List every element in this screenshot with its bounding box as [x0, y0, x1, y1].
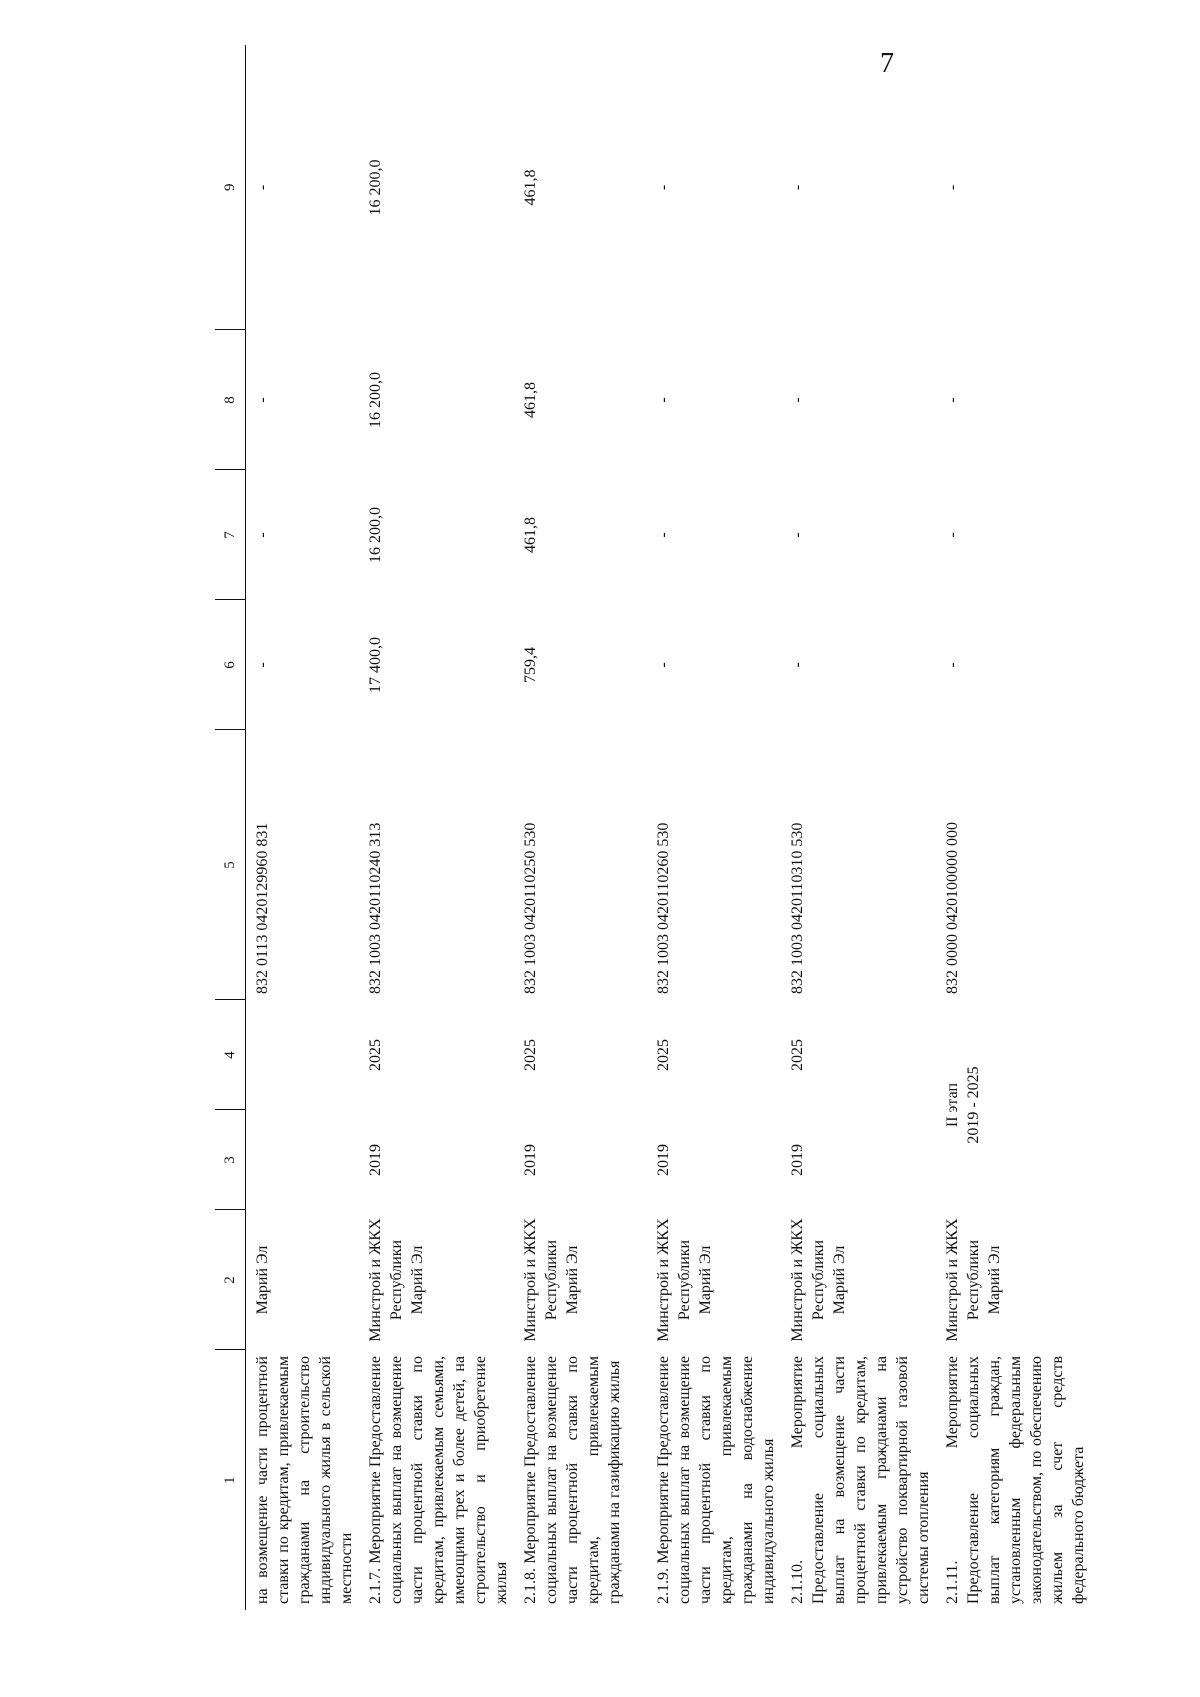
value-cell-6: -: [944, 662, 961, 668]
executor-cell: Минстрой и ЖКХ Республики Марий Эл: [367, 1218, 426, 1342]
end-year-cell: 2025: [367, 1039, 384, 1071]
period-years: 2019 - 2025: [965, 1066, 982, 1144]
value-cell-9: -: [789, 184, 806, 191]
value-cell-9: -: [655, 184, 672, 191]
value-cell-6: 17 400,0: [367, 637, 384, 693]
start-year-cell: 2019: [789, 1144, 806, 1176]
value-cell-9: -: [944, 184, 961, 191]
rotated-table-container: [215, 45, 1087, 1610]
start-year-cell: 2019: [367, 1144, 384, 1176]
column-header-2: 2: [215, 1210, 246, 1350]
value-cell-7: 461,8: [522, 517, 539, 553]
budget-table: [215, 45, 1092, 1610]
budget-code-cell: 832 1003 0420110260 530: [655, 822, 672, 994]
table-row: [357, 45, 512, 1610]
executor-cell: Минстрой и ЖКХ Республики Марий Эл: [944, 1218, 1003, 1342]
end-year-cell: 2025: [789, 1039, 806, 1071]
value-cell-7: -: [655, 532, 672, 538]
executor-cell: Минстрой и ЖКХ Республики Марий Эл: [789, 1218, 848, 1342]
start-year-cell: 2019: [522, 1144, 539, 1176]
value-cell-6: -: [789, 662, 806, 668]
measure-description: 2.1.7. Мероприятие Предоставление социальных выплат на возмещение части процентной ставки по кредитам, привлекаемым семьями, имеющими трех и более детей, на строительство и приобретение жилья: [367, 1356, 510, 1604]
column-header-3: 3: [215, 1110, 246, 1210]
table-row: [246, 45, 358, 1610]
measure-description: 2.1.8. Мероприятие Предоставление социальных выплат на возмещение части процентной ставки по кредитам, привлекаемым гражданами на газификацию жилья: [522, 1356, 623, 1604]
value-cell-7: -: [944, 532, 961, 538]
value-cell-8: 16 200,0: [367, 372, 384, 428]
executor-cell: Минстрой и ЖКХ Республики Марий Эл: [522, 1218, 581, 1342]
value-cell-6: -: [655, 662, 672, 668]
value-cell-8: -: [944, 397, 961, 403]
budget-code-cell: 832 0000 0420100000 000: [944, 822, 961, 994]
budget-code-cell: 832 1003 0420110240 313: [367, 822, 384, 994]
column-header-5: 5: [215, 730, 246, 1000]
column-header-9: 9: [215, 45, 246, 330]
table-row: [512, 45, 645, 1610]
implementation-period-cell: [934, 1000, 1092, 1210]
value-cell-6: 759,4: [522, 647, 539, 683]
value-cell-8: 461,8: [522, 382, 539, 418]
value-cell-8: -: [789, 397, 806, 403]
column-header-8: 8: [215, 330, 246, 470]
value-cell-8: -: [254, 397, 271, 403]
value-cell-7: -: [789, 532, 806, 538]
page-number: 7: [880, 48, 894, 79]
value-cell-9: -: [254, 184, 271, 191]
start-year-cell: 2019: [655, 1144, 672, 1176]
column-header-7: 7: [215, 470, 246, 600]
start-year-cell: [246, 1110, 358, 1210]
value-cell-7: 16 200,0: [367, 507, 384, 563]
executor-cell: Марий Эл: [254, 1245, 271, 1315]
budget-code-cell: 832 0113 0420129960 831: [254, 822, 271, 994]
measure-description: 2.1.9. Мероприятие Предоставление социальных выплат на возмещение части процентной ставки по кредитам, привлекаемым гражданами на водоснабжение индивидуального жилья: [655, 1356, 777, 1604]
value-cell-9: 16 200,0: [367, 159, 384, 216]
column-header-row: [215, 45, 246, 1610]
value-cell-8: -: [655, 397, 672, 403]
value-cell-6: -: [254, 662, 271, 668]
column-header-4: 4: [215, 1000, 246, 1110]
end-year-cell: 2025: [655, 1039, 672, 1071]
column-header-6: 6: [215, 600, 246, 730]
end-year-cell: [246, 1000, 358, 1110]
table-row: [645, 45, 779, 1610]
column-header-1: 1: [215, 1350, 246, 1610]
table-row: [779, 45, 934, 1610]
budget-code-cell: 832 1003 0420110250 530: [522, 822, 539, 994]
measure-description: 2.1.11. Мероприятие Предоставление социальных выплат категориям граждан, установленным федеральным законодательством, по обеспечению жильем за счет средств федерального бюджета: [944, 1356, 1087, 1604]
value-cell-9: 461,8: [522, 169, 539, 206]
value-cell-7: -: [254, 532, 271, 538]
executor-cell: Минстрой и ЖКХ Республики Марий Эл: [655, 1218, 714, 1342]
measure-description: на возмещение части процентной ставки по кредитам, привлекаемым гражданами на строительство индивидуального жилья в сельской местности: [254, 1356, 355, 1604]
measure-description: 2.1.10. Мероприятие Предоставление социальных выплат на возмещение части процентной ставки по кредитам, привлекаемым гражданами на устройство поквартирной газовой системы отопления: [789, 1356, 932, 1604]
end-year-cell: 2025: [522, 1039, 539, 1071]
budget-code-cell: 832 1003 0420110310 530: [789, 822, 806, 994]
table-row: [934, 45, 1092, 1610]
period-stage: II этап: [944, 1082, 961, 1128]
